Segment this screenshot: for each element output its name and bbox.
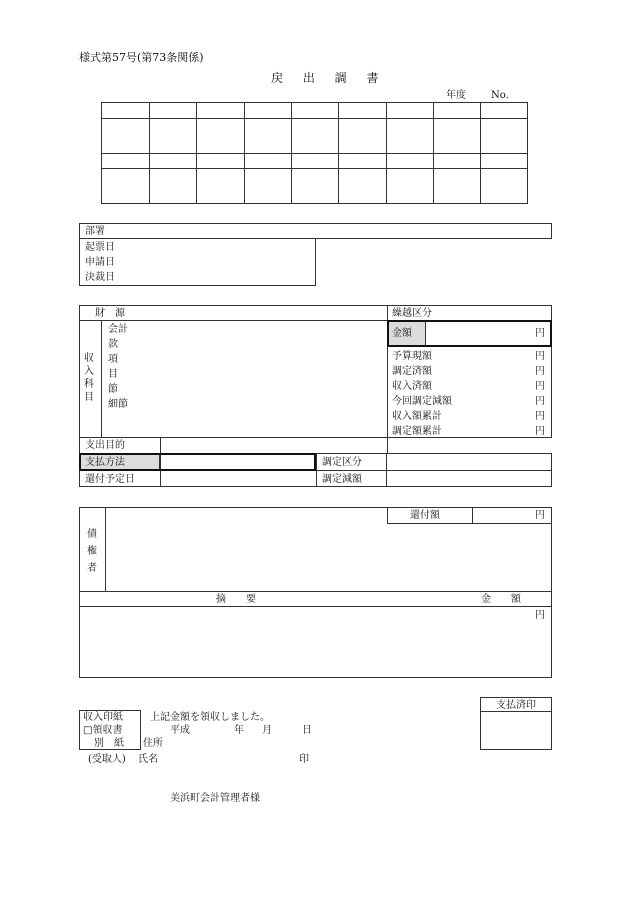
seal-label: 印 — [299, 754, 309, 765]
carry-over-label: 繰越区分 — [392, 308, 432, 319]
received-statement: 上記金額を領収しました。 — [150, 712, 270, 723]
receipt-checkbox-label: □領収書 — [83, 725, 123, 736]
yen-unit: 円 — [535, 396, 545, 407]
revenue-subject-label: 収入科目 — [84, 353, 94, 403]
summary-amount-label: 金 額 — [481, 594, 521, 605]
summary-label: 摘 要 — [216, 594, 256, 605]
yen-unit: 円 — [535, 426, 545, 437]
yen-unit: 円 — [535, 510, 545, 521]
yen-unit: 円 — [535, 610, 545, 621]
recipient-addressee: 美浜町会計管理者様 — [170, 793, 260, 804]
budget-amount-label: 予算現額 — [392, 351, 432, 362]
department-row — [79, 223, 552, 239]
paid-stamp-label: 支払済印 — [496, 700, 536, 711]
yen-unit: 円 — [535, 351, 545, 362]
form-title: 戻 出 調 書 — [271, 71, 387, 85]
number-label: No. — [491, 90, 509, 101]
month-label: 月 — [262, 725, 272, 736]
subject-setsu: 節 — [108, 384, 118, 395]
creditor-label: 債権者 — [87, 529, 97, 574]
yen-unit: 円 — [535, 381, 545, 392]
purpose-label: 支出目的 — [85, 440, 125, 451]
subject-saisetsu: 細節 — [108, 399, 128, 410]
revenue-stamp-label: 収入印紙 — [83, 712, 123, 723]
assessed-total-label: 調定額累計 — [392, 426, 442, 437]
purpose-row — [79, 437, 388, 454]
received-total-label: 収入額累計 — [392, 411, 442, 422]
separate-sheet-label: 別 紙 — [94, 738, 124, 749]
return-date-label: 還付予定日 — [85, 474, 135, 485]
creditor-box — [79, 507, 552, 592]
approval-date-label: 決裁日 — [85, 272, 115, 283]
received-amount-label: 収入済額 — [392, 381, 432, 392]
form-number: 様式第57号(第73条関係) — [79, 51, 204, 64]
yen-unit: 円 — [535, 411, 545, 422]
application-date-label: 申請日 — [85, 257, 115, 268]
amount-label: 金額 — [392, 328, 412, 339]
yen-unit: 円 — [535, 366, 545, 377]
name-label: 氏名 — [138, 754, 158, 765]
payment-method-label: 支払方法 — [85, 457, 125, 468]
subject-moku: 目 — [108, 369, 118, 380]
yen-unit: 円 — [535, 328, 545, 339]
year-label: 年 — [234, 725, 244, 736]
address-label: 住所 — [143, 738, 163, 749]
subject-account: 会計 — [108, 324, 128, 335]
assessed-amount-label: 調定済額 — [392, 366, 432, 377]
draft-date-label: 起票日 — [85, 242, 115, 253]
receiver-label: (受取人) — [88, 754, 126, 765]
adjust-type-label: 調定区分 — [322, 457, 362, 468]
refund-amount-label: 還付額 — [410, 510, 440, 521]
reduction-amount-label: 今回調定減額 — [392, 396, 452, 407]
subject-kou: 項 — [108, 354, 118, 365]
era-label: 平成 — [170, 725, 190, 736]
subject-kan: 款 — [108, 339, 118, 350]
department-label: 部署 — [85, 226, 105, 237]
source-label: 財 源 — [95, 308, 125, 319]
day-label: 日 — [302, 725, 312, 736]
fiscal-year-label: 年度 — [446, 90, 466, 101]
adjust-reduce-label: 調定減額 — [322, 474, 362, 485]
